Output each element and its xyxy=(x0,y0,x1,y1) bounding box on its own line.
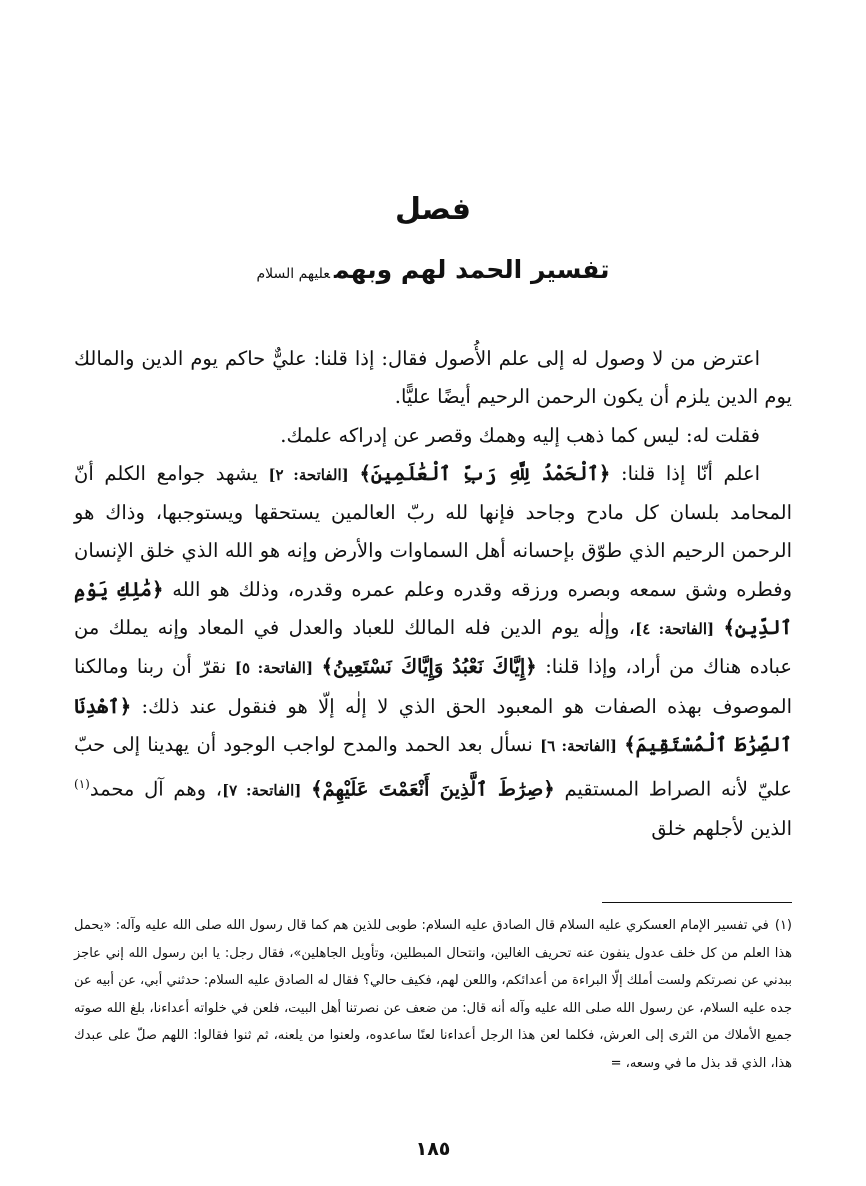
quran-verse: ﴿ٱهْدِنَا ٱلصِّرَٰطَ ٱلْمُسْتَقِيمَ﴾ xyxy=(74,694,793,756)
quran-verse: ﴿صِرَٰطَ ٱلَّذِينَ أَنْعَمْتَ عَلَيْهِمْ﴾ xyxy=(311,777,555,801)
verse-reference: [الفاتحة: ٢] xyxy=(268,465,349,484)
quran-verse: ﴿إِيَّاكَ نَعْبُدُ وَإِيَّاكَ نَسْتَعِينُ﴾ xyxy=(321,655,537,679)
text-segment: ، وإلٰه يوم الدين فله المالك للعباد والعدل في المعاد وإنه يملك من عباده هناك من أراد، وإذا قلنا: xyxy=(74,616,793,679)
text-segment: يشهد جوامع الكلم أنّ المحامد بلسان كل مادح وجاحد فإنها لله ربّ العالمين يستحقها ويستوجبها، وذاك هو الرحمن الرحيم الذي طوّق بإحسانه أهل السماوات والأرض وإنه هو الله الذي خلق الإنسان وفطره وشق سمعه وبصره ورزقه وقدره وعلم عمره وقدره، وذلك هو الله xyxy=(74,461,793,601)
footnote-text: في تفسير الإمام العسكري عليه السلام قال الصادق عليه السلام: طوبى للذين هم كما قال رسول الله صلى الله عليه وآله: «يحمل هذا العلم من كل خلف عدول ينفون عنه تحريف الغالين، وانتحال المبطلين، وتأويل الجاهلين»، فقال رجل: يا ابن رسول الله إني عاجز ببدني عن نصرتكم ولست أملك إلّا البراءة من أعدائكم، واللعن لهم، فكيف حالي؟ فقال له الصادق عليه السلام: حدثني أبي، عن أبيه عن جده عليه السلام، عن رسول الله صلى الله عليه وآله أنه قال: من ضعف عن نصرتنا أهل البيت، فلعن في خلواته أعداءنا، بلغ الله صوته جميع الأملاك من الثرى إلى العرش، فكلما لعن هذا الرجل أعداءنا لعنًا ساعدوه، ولعنوا من يلعنه، ثم ثنوا فقالوا: اللهم صلّ على عبدك هذا، الذي قد بذل ما في وسعه، = xyxy=(74,918,792,1071)
footnote-number: (١) xyxy=(774,918,792,933)
text-segment: ، وهم آل محمد xyxy=(89,777,223,801)
main-text xyxy=(74,340,792,848)
quran-verse: ﴿مَٰلِكِ يَوْمِ ٱلدِّينِ﴾ xyxy=(74,577,793,640)
quran-verse: ﴿ٱلْحَمْدُ لِلَّهِ رَبِّ ٱلْعَٰلَمِينَ﴾ xyxy=(359,461,611,485)
verse-reference: [الفاتحة: ٥] xyxy=(234,659,314,678)
chapter-subtitle xyxy=(0,252,866,292)
footnote xyxy=(74,912,792,1077)
footnote-divider xyxy=(602,902,792,903)
subtitle-text: تفسير الحمد لهم وبهم xyxy=(333,255,610,284)
page-number: ١٨٥ xyxy=(415,1138,451,1160)
text-segment: الذين لأجلهم خلق xyxy=(651,817,792,841)
verse-reference: [الفاتحة: ٧] xyxy=(222,781,302,800)
verse-reference: [الفاتحة: ٤] xyxy=(635,620,715,639)
text-segment: اعلم أنّا إذا قلنا: xyxy=(621,461,761,485)
chapter-title: فصل xyxy=(395,192,471,227)
verse-reference: [الفاتحة: ٦] xyxy=(540,736,617,755)
honorific-symbol: عليهم السلام xyxy=(256,266,330,282)
paragraph-reply: فقلت له: ليس كما ذهب إليه وهمك وقصر عن إدراكه علمك. xyxy=(280,423,760,447)
paragraph-objection: اعترض من لا وصول له إلى علم الأُصول فقال: إذا قلنا: عليٌّ حاكم يوم الدين والمالك يوم الدين يلزم أن يكون الرحمن الرحيم أيضًا عليًّا. xyxy=(74,347,792,409)
text-segment: نسأل بعد الحمد والمدح لواجب الوجود أن يهدينا إلى حبّ عليّ لأنه الصراط المستقيم xyxy=(74,732,793,801)
text-segment: نقرّ أن ربنا ومالكنا الموصوف بهذه الصفات هو المعبود الحق الذي لا إلٰه إلّا هو فنقول عند ذلك: xyxy=(74,655,792,718)
paragraph-explanation xyxy=(74,455,792,848)
footnote-marker[interactable]: (١) xyxy=(74,777,90,792)
